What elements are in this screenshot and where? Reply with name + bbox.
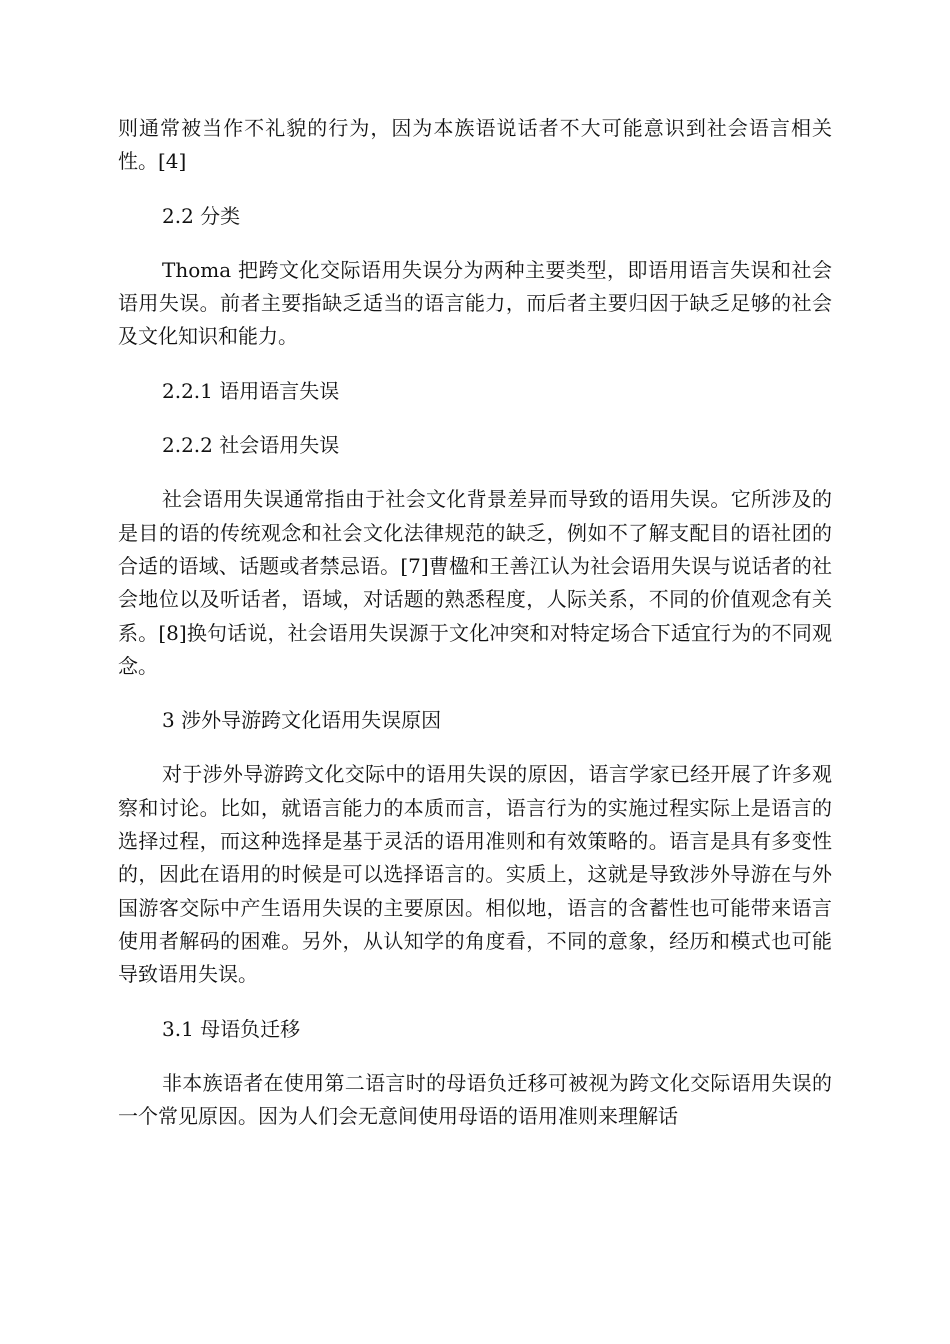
paragraph-sociopragmatic-failure: 社会语用失误通常指由于社会文化背景差异而导致的语用失误。它所涉及的是目的语的传统观念和社会文化法律规范的缺乏，例如不了解支配目的语社团的合适的语域、话题或者禁忌语。[7]曹楹和王善江认为社会语用失误与说话者的社会地位以及听话者，语域，对话题的熟悉程度，人际关系，不同的价值观念有关系。[8]换句话说，社会语用失误源于文化冲突和对特定场合下适宜行为的不同观念。 <box>118 487 832 678</box>
continued-paragraph: 则通常被当作不礼貌的行为，因为本族语说话者不大可能意识到社会语言相关性。[4] <box>118 116 832 174</box>
section-heading-2-2-1: 2.2.1 语用语言失误 <box>162 378 340 403</box>
section-heading-2-2: 2.2 分类 <box>162 203 241 228</box>
section-heading-2-2-2: 2.2.2 社会语用失误 <box>162 433 340 458</box>
section-heading-3-1: 3.1 母语负迁移 <box>162 1016 301 1041</box>
paragraph-causes: 对于涉外导游跨文化交际中的语用失误的原因，语言学家已经开展了许多观察和讨论。比如，就语言能力的本质而言，语言行为的实施过程实际上是语言的选择过程，而这种选择是基于灵活的语用准则和有效策略的。语言是具有多变性的，因此在语用的时候是可以选择语言的。实质上，这就是导致涉外导游在与外国游客交际中产生语用失误的主要原因。相似地，语言的含蓄性也可能带来语言使用者解码的困难。另外，从认知学的角度看，不同的意象，经历和模式也可能导致语用失误。 <box>118 762 832 987</box>
section-heading-3: 3 涉外导游跨文化语用失误原因 <box>162 708 442 733</box>
paragraph-classification: Thoma 把跨文化交际语用失误分为两种主要类型，即语用语言失误和社会语用失误。前者主要指缺乏适当的语言能力，而后者主要归因于缺乏足够的社会及文化知识和能力。 <box>118 257 832 349</box>
paragraph-negative-transfer: 非本族语者在使用第二语言时的母语负迁移可被视为跨文化交际语用失误的一个常见原因。因为人们会无意间使用母语的语用准则来理解话 <box>118 1070 832 1129</box>
